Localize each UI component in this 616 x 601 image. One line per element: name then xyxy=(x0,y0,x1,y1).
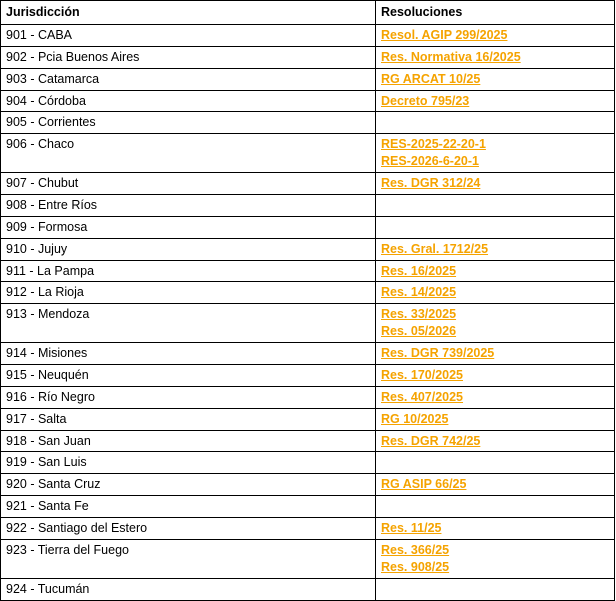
resolution-link[interactable]: Res. 33/2025 xyxy=(381,307,457,322)
jurisdiction-cell: 923 - Tierra del Fuego xyxy=(1,539,376,578)
resolutions-cell xyxy=(376,343,615,365)
table-row xyxy=(1,24,615,46)
resolution-link[interactable]: Res. 908/25 xyxy=(381,559,450,574)
table-row xyxy=(1,518,615,540)
resolution-link[interactable]: Res. Normativa 16/2025 xyxy=(381,49,521,64)
table-row xyxy=(1,578,615,600)
resolutions-cell xyxy=(376,68,615,90)
resolution-link[interactable]: RG ASIP 66/25 xyxy=(381,477,467,492)
table-row xyxy=(1,216,615,238)
table-row xyxy=(1,282,615,304)
jurisdiction-cell: 918 - San Juan xyxy=(1,430,376,452)
table-row xyxy=(1,474,615,496)
resolutions-cell xyxy=(376,408,615,430)
table-row xyxy=(1,112,615,134)
jurisdiction-cell: 921 - Santa Fe xyxy=(1,496,376,518)
resolutions-cell xyxy=(376,282,615,304)
table-row xyxy=(1,238,615,260)
resolutions-cell xyxy=(376,90,615,112)
resolutions-cell xyxy=(376,578,615,600)
table-row xyxy=(1,173,615,195)
table-row xyxy=(1,68,615,90)
resolutions-cell xyxy=(376,474,615,496)
table-row xyxy=(1,260,615,282)
table-row xyxy=(1,430,615,452)
jurisdiction-cell: 922 - Santiago del Estero xyxy=(1,518,376,540)
jurisdiction-cell: 905 - Corrientes xyxy=(1,112,376,134)
column-header-jurisdiction: Jurisdicción xyxy=(1,1,376,25)
table-row xyxy=(1,46,615,68)
table-row xyxy=(1,90,615,112)
resolutions-cell xyxy=(376,112,615,134)
resolutions-cell xyxy=(376,260,615,282)
table-row xyxy=(1,452,615,474)
jurisdiction-cell: 917 - Salta xyxy=(1,408,376,430)
resolution-link[interactable]: Res. 11/25 xyxy=(381,521,442,535)
table-header xyxy=(1,1,615,25)
table-row xyxy=(1,194,615,216)
resolution-link[interactable]: Resol. AGIP 299/2025 xyxy=(381,27,508,42)
resolutions-cell xyxy=(376,238,615,260)
resolutions-cell xyxy=(376,134,615,173)
resolution-link[interactable]: Res. DGR 312/24 xyxy=(381,176,481,190)
resolutions-cell xyxy=(376,173,615,195)
resolution-link[interactable]: Res. 05/2026 xyxy=(381,324,457,339)
resolutions-cell xyxy=(376,24,615,46)
resolution-link[interactable]: RG 10/2025 xyxy=(381,411,449,426)
resolution-link[interactable]: RES-2025-22-20-1 xyxy=(381,137,486,152)
jurisdiction-cell: 912 - La Rioja xyxy=(1,282,376,304)
jurisdiction-cell: 903 - Catamarca xyxy=(1,68,376,90)
table-row xyxy=(1,539,615,578)
jurisdiction-cell: 916 - Río Negro xyxy=(1,386,376,408)
jurisdiction-cell: 915 - Neuquén xyxy=(1,364,376,386)
resolution-link[interactable]: RES-2026-6-20-1 xyxy=(381,154,479,169)
jurisdiction-cell: 902 - Pcia Buenos Aires xyxy=(1,46,376,68)
table-row xyxy=(1,364,615,386)
resolution-link[interactable]: Res. 366/25 xyxy=(381,542,450,557)
table-row xyxy=(1,386,615,408)
resolution-link[interactable]: Res. DGR 742/25 xyxy=(381,433,481,448)
resolution-link[interactable]: Res. 170/2025 xyxy=(381,367,464,382)
column-header-resolutions: Resoluciones xyxy=(376,1,615,25)
table-row xyxy=(1,134,615,173)
resolution-link[interactable]: Res. DGR 739/2025 xyxy=(381,346,495,360)
jurisdiction-cell: 901 - CABA xyxy=(1,24,376,46)
resolutions-cell xyxy=(376,386,615,408)
jurisdiction-cell: 909 - Formosa xyxy=(1,216,376,238)
resolutions-cell xyxy=(376,452,615,474)
resolution-link[interactable]: Res. 14/2025 xyxy=(381,285,457,300)
jurisdiction-cell: 911 - La Pampa xyxy=(1,260,376,282)
jurisdiction-cell: 913 - Mendoza xyxy=(1,304,376,343)
table-body xyxy=(1,24,615,600)
resolutions-cell xyxy=(376,216,615,238)
resolutions-cell xyxy=(376,430,615,452)
resolution-link[interactable]: Res. Gral. 1712/25 xyxy=(381,241,489,256)
jurisdiction-cell: 910 - Jujuy xyxy=(1,238,376,260)
jurisdiction-cell: 924 - Tucumán xyxy=(1,578,376,600)
resolutions-cell xyxy=(376,496,615,518)
resolution-link[interactable]: Res. 16/2025 xyxy=(381,263,457,278)
resolution-link[interactable]: Res. 407/2025 xyxy=(381,389,464,404)
table-row xyxy=(1,496,615,518)
table-row xyxy=(1,304,615,343)
table-header-row xyxy=(1,1,615,25)
jurisdiction-cell: 904 - Córdoba xyxy=(1,90,376,112)
jurisdiction-cell: 919 - San Luis xyxy=(1,452,376,474)
table-row xyxy=(1,408,615,430)
table-row xyxy=(1,343,615,365)
resolution-link[interactable]: Decreto 795/23 xyxy=(381,93,470,108)
resolutions-cell xyxy=(376,46,615,68)
resolutions-cell xyxy=(376,539,615,578)
resolutions-cell xyxy=(376,304,615,343)
resolutions-cell xyxy=(376,518,615,540)
jurisdiction-cell: 906 - Chaco xyxy=(1,134,376,173)
jurisdiction-cell: 907 - Chubut xyxy=(1,173,376,195)
resolutions-cell xyxy=(376,364,615,386)
jurisdiction-cell: 914 - Misiones xyxy=(1,343,376,365)
resolution-link[interactable]: RG ARCAT 10/25 xyxy=(381,71,481,86)
jurisdiction-cell: 908 - Entre Ríos xyxy=(1,194,376,216)
jurisdiction-cell: 920 - Santa Cruz xyxy=(1,474,376,496)
resolutions-cell xyxy=(376,194,615,216)
